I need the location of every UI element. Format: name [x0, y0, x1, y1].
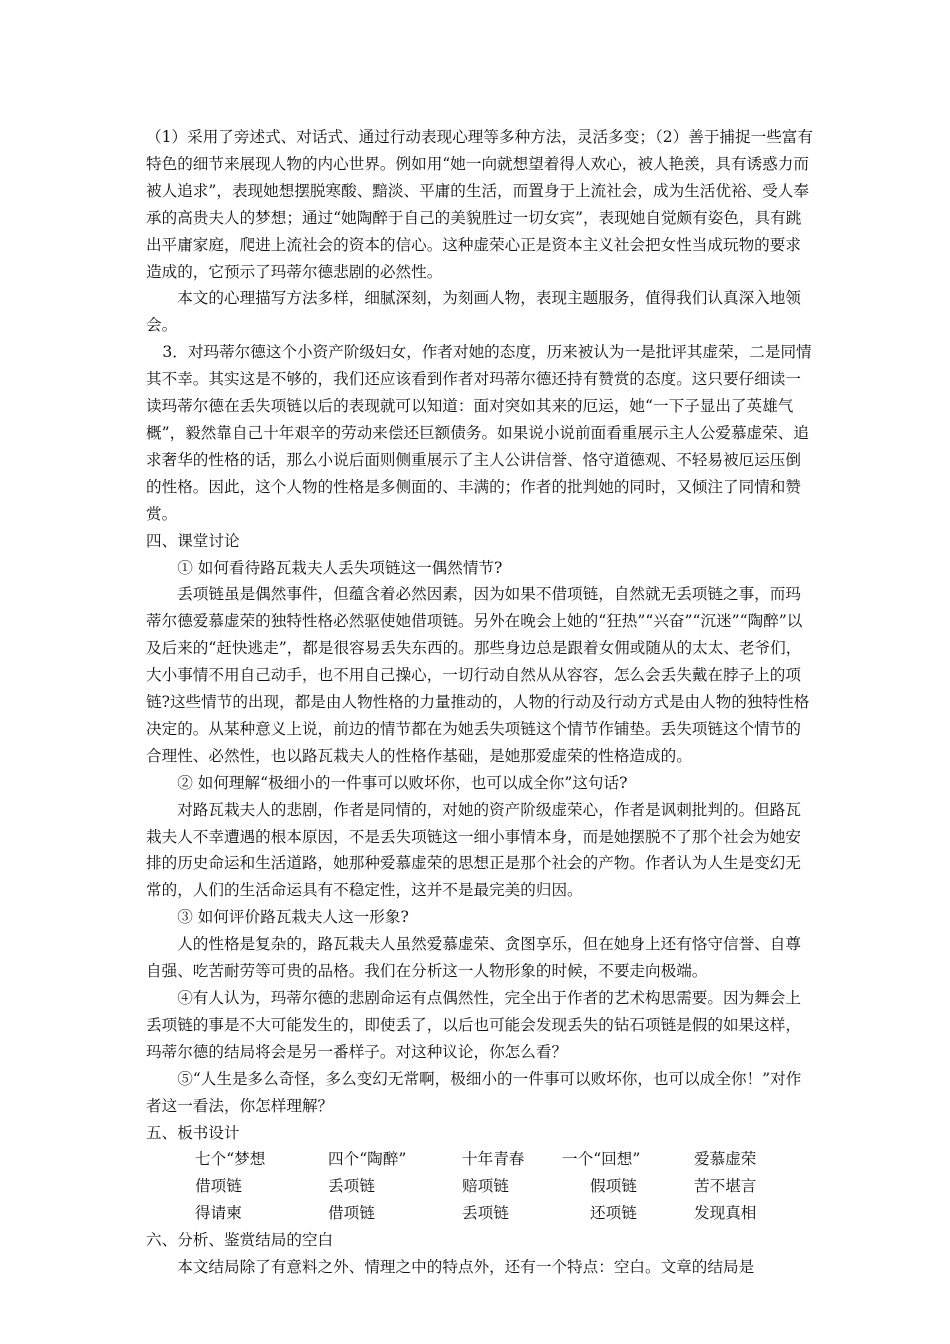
board-cell: 爱慕虚荣	[694, 1150, 757, 1169]
board-cell: 七个“梦想	[195, 1150, 266, 1169]
answer-1: 丢项链虽是偶然事件，但蕴含着必然因素，因为如果不借项链，自然就无丢项链之事，而玛蒂尔德爱慕虚荣的独特性格必然驱使她借项链。另外在晚会上她的“狂热”“兴奋”“沉迷”“陶醉”以及后来的“赶快逃走”，都是很容易丢失东西的。那些身边总是跟着女佣或随从的太太、老爷们，大小事情不用自己动手，也不用自己操心，一切行动自然从从容容，怎么会丢失戴在脖子上的项链?这些情节的出现，都是由人物性格的力量推动的，人物的行动及行动方式是由人物的独特性格决定的。从某种意义上说，前边的情节都在为她丢失项链这个情节作铺垫。丢失项链这个情节的合理性、必然性，也以路瓦栽夫人的性格作基础，是她那爱虚荣的性格造成的。	[146, 585, 810, 765]
board-row-3	[146, 1200, 814, 1227]
board-cell: 一个“回想”	[562, 1150, 641, 1169]
board-cell: 还项链	[590, 1204, 637, 1223]
question-3: ③ 如何评价路瓦栽夫人这一形象?	[177, 908, 409, 927]
board-cell: 借项链	[328, 1204, 375, 1223]
answer-2: 对路瓦栽夫人的悲剧，作者是同情的，对她的资产阶级虚荣心，作者是讽刺批判的。但路瓦栽夫人不幸遭遇的根本原因，不是丢失项链这一细小事情本身，而是她摆脱不了那个社会为她安排的历史命运和生活道路，她那种爱慕虚荣的思想正是那个社会的产物。作者认为人生是变幻无常的，人们的生活命运具有不稳定性，这并不是最完美的归因。	[146, 800, 801, 900]
answer-3: 人的性格是复杂的，路瓦栽夫人虽然爱慕虚荣、贪图享乐，但在她身上还有恪守信誉、自尊自强、吃苦耐劳等可贵的品格。我们在分析这一人物形象的时候，不要走向极端。	[146, 935, 801, 981]
document-page	[146, 124, 814, 1281]
board-cell: 十年青春	[462, 1150, 525, 1169]
board-row-2	[146, 1173, 814, 1200]
paragraph-psychology-methods: （1）采用了旁述式、对话式、通过行动表现心理等多种方法，灵活多变；（2）善于捕捉一些富有特色的细节来展现人物的内心世界。例如用“她一向就想望着得人欢心，被人艳羡，具有诱惑力而被人追求”，表现她想摆脱寒酸、黯淡、平庸的生活，而置身于上流社会，成为生活优裕、受人奉承的高贵夫人的梦想；通过“她陶醉于自己的美貌胜过一切女宾”，表现她自觉颇有姿色，具有跳出平庸家庭，爬进上流社会的资本的信心。这种虚荣心正是资本主义社会把女性当成玩物的要求造成的，它预示了玛蒂尔德悲剧的必然性。	[146, 128, 813, 281]
board-cell: 发现真相	[694, 1204, 757, 1223]
board-cell: 借项链	[195, 1177, 242, 1196]
question-5: ⑤“人生是多么奇怪，多么变幻无常啊，极细小的一件事可以败坏你，也可以成全你！”对作者这一看法，你怎样理解？	[146, 1069, 802, 1115]
paragraph-author-attitude: 3．对玛蒂尔德这个小资产阶级妇女，作者对她的态度，历来被认为一是批评其虚荣，二是同情其不幸。其实这是不够的，我们还应该看到作者对玛蒂尔德还持有赞赏的态度。这只要仔细读一读玛蒂尔德在丢失项链以后的表现就可以知道：面对突如其来的厄运，她“一下子显出了英雄气概”，毅然靠自己十年艰辛的劳动来偿还巨额债务。如果说小说前面看重展示主人公爱慕虚荣、追求奢华的性格的话，那么小说后面则侧重展示了主人公讲信誉、恪守道德观、不轻易被厄运压倒的性格。因此，这个人物的性格是多侧面的、丰满的；作者的批判她的同时，又倾注了同情和赞赏。	[146, 343, 812, 523]
board-row-1	[146, 1146, 814, 1173]
paragraph-psychology-summary: 本文的心理描写方法多样，细腻深刻，为刻画人物，表现主题服务，值得我们认真深入地领会。	[146, 289, 801, 335]
question-4: ④有人认为，玛蒂尔德的悲剧命运有点偶然性，完全出于作者的艺术构思需要。因为舞会上丢项链的事是不大可能发生的，即使丢了，以后也可能会发现丢失的钻石项链是假的如果这样，玛蒂尔德的结局将会是另一番样子。对这种议论，你怎么看？	[146, 989, 801, 1061]
section-heading-discussion: 四、课堂讨论	[146, 531, 240, 550]
board-cell: 丢项链	[328, 1177, 375, 1196]
board-cell: 得请柬	[195, 1204, 242, 1223]
board-cell: 丢项链	[462, 1204, 509, 1223]
board-cell: 苦不堪言	[694, 1177, 757, 1196]
section-heading-ending: 六、分析、鉴赏结局的空白	[146, 1231, 334, 1250]
board-design	[146, 1146, 814, 1227]
paragraph-ending-analysis: 本文结局除了有意料之外、情理之中的特点外，还有一个特点：空白。文章的结局是	[177, 1258, 755, 1277]
question-2: ② 如何理解“极细小的一件事可以败坏你，也可以成全你”这句话?	[177, 773, 628, 792]
board-cell: 四个“陶醉”	[328, 1150, 407, 1169]
section-heading-board: 五、板书设计	[146, 1123, 240, 1142]
question-1: ① 如何看待路瓦栽夫人丢失项链这一偶然情节?	[177, 558, 503, 577]
board-cell: 赔项链	[462, 1177, 509, 1196]
board-cell: 假项链	[590, 1177, 637, 1196]
